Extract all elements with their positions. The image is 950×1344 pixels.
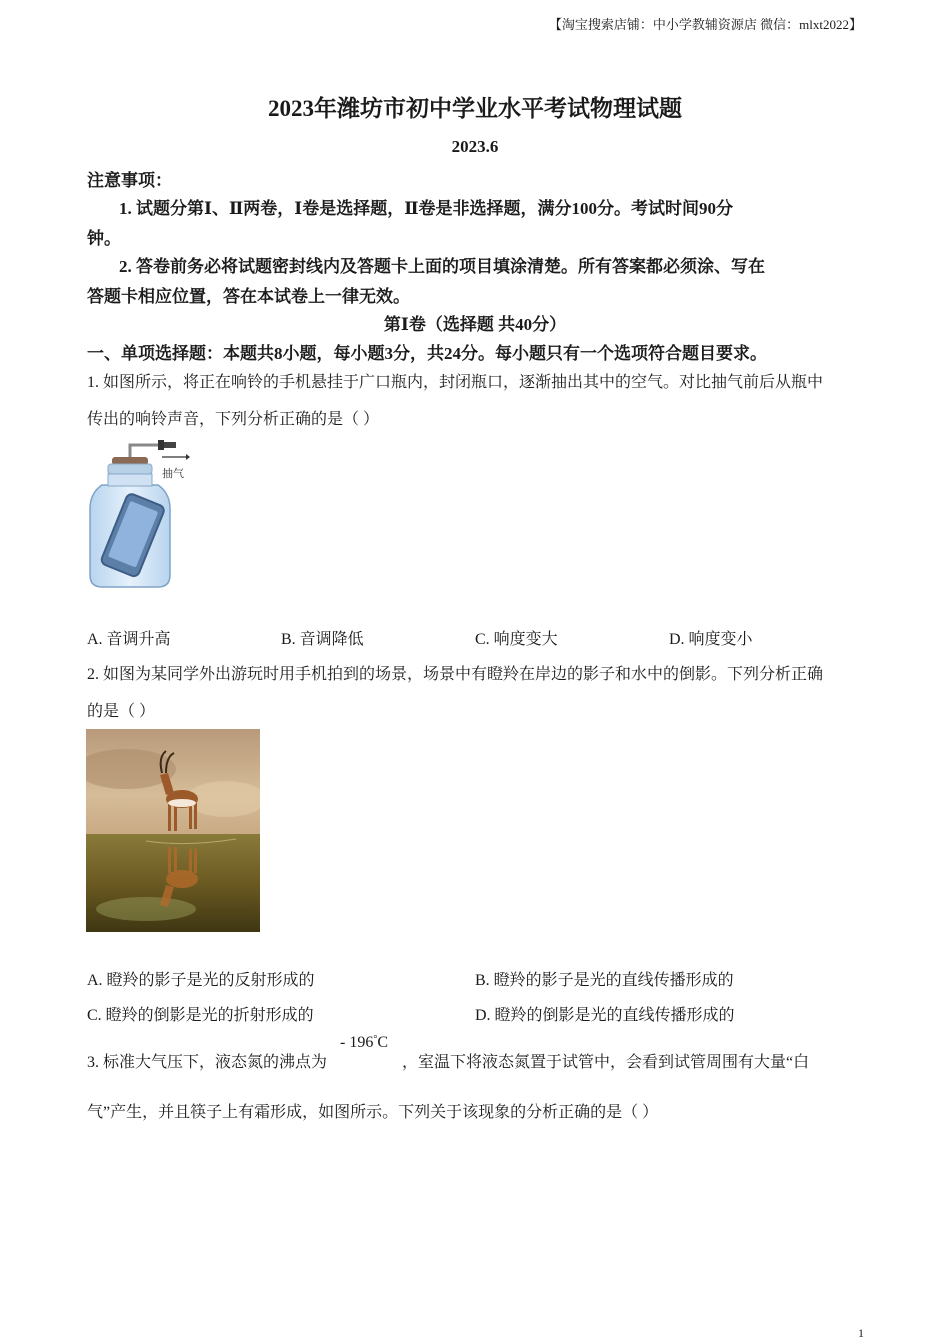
q2-option-b: B. 瞪羚的影子是光的直线传播形成的 <box>475 972 734 989</box>
q3-temperature <box>340 1034 388 1052</box>
q3-text-prefix: 3. 标准大气压下，液态氮的沸点为 <box>87 1054 328 1071</box>
q2-text-line1: 2. 如图为某同学外出游玩时用手机拍到的场景，场景中有瞪羚在岸边的影子和水中的倒影。下列分析正确 <box>87 666 824 683</box>
page-number: 1 <box>858 1326 864 1340</box>
notice-item-2: 2. 答卷前务必将试题密封线内及答题卡上面的项目填涂清楚。所有答案都必须涂、写在 <box>119 257 765 276</box>
notice-item-1-cont: 钟。 <box>87 229 121 248</box>
q3-text-suffix: ，室温下将液态氮置于试管中，会看到试管周围有大量“白 <box>402 1054 810 1071</box>
q1-figure-jar <box>86 437 196 589</box>
header-note: 【淘宝搜索店铺：中小学教辅资源店 微信：mlxt2022】 <box>548 17 862 32</box>
q2-option-a: A. 瞪羚的影子是光的反射形成的 <box>87 972 315 989</box>
q1-option-b: B. 音调降低 <box>281 631 364 648</box>
notice-heading: 注意事项： <box>87 171 172 190</box>
q2-text-line2: 的是（ ） <box>87 703 156 720</box>
exam-date: 2023.6 <box>451 137 499 156</box>
q1-option-d: D. 响度变小 <box>669 631 753 648</box>
q1-figure-label: 抽气 <box>162 468 184 480</box>
q2-option-d: D. 瞪羚的倒影是光的直线传播形成的 <box>475 1007 735 1024</box>
q1-text-line1: 1. 如图所示，将正在响铃的手机悬挂于广口瓶内，封闭瓶口，逐渐抽出其中的空气。对比抽气前后从瓶中 <box>87 374 824 391</box>
q3-text-line2: 气”产生，并且筷子上有霜形成，如图所示。下列关于该现象的分析正确的是（ ） <box>87 1104 659 1121</box>
exam-title: 2023年潍坊市初中学业水平考试物理试题 <box>268 96 682 121</box>
notice-item-2-cont: 答题卡相应位置，答在本试卷上一律无效。 <box>87 287 410 306</box>
q1-option-c: C. 响度变大 <box>475 631 558 648</box>
q2-figure-gazelle-photo <box>86 729 260 932</box>
q1-text-line2: 传出的响铃声音，下列分析正确的是（ ） <box>87 411 380 428</box>
q3-temperature-value: - 196 <box>340 1034 374 1051</box>
q2-option-c: C. 瞪羚的倒影是光的折射形成的 <box>87 1007 314 1024</box>
q3-degree-symbol: ° <box>373 1034 378 1045</box>
q3-temperature-unit: C <box>377 1034 388 1051</box>
section-title: 一、单项选择题：本题共8小题，每小题3分，共24分。每小题只有一个选项符合题目要求。 <box>87 344 767 363</box>
volume-title: 第Ⅰ卷（选择题 共40分） <box>383 315 567 334</box>
q1-option-a: A. 音调升高 <box>87 631 171 648</box>
notice-item-1: 1. 试题分第Ⅰ、Ⅱ两卷，Ⅰ卷是选择题，Ⅱ卷是非选择题，满分100分。考试时间90分 <box>119 199 734 218</box>
